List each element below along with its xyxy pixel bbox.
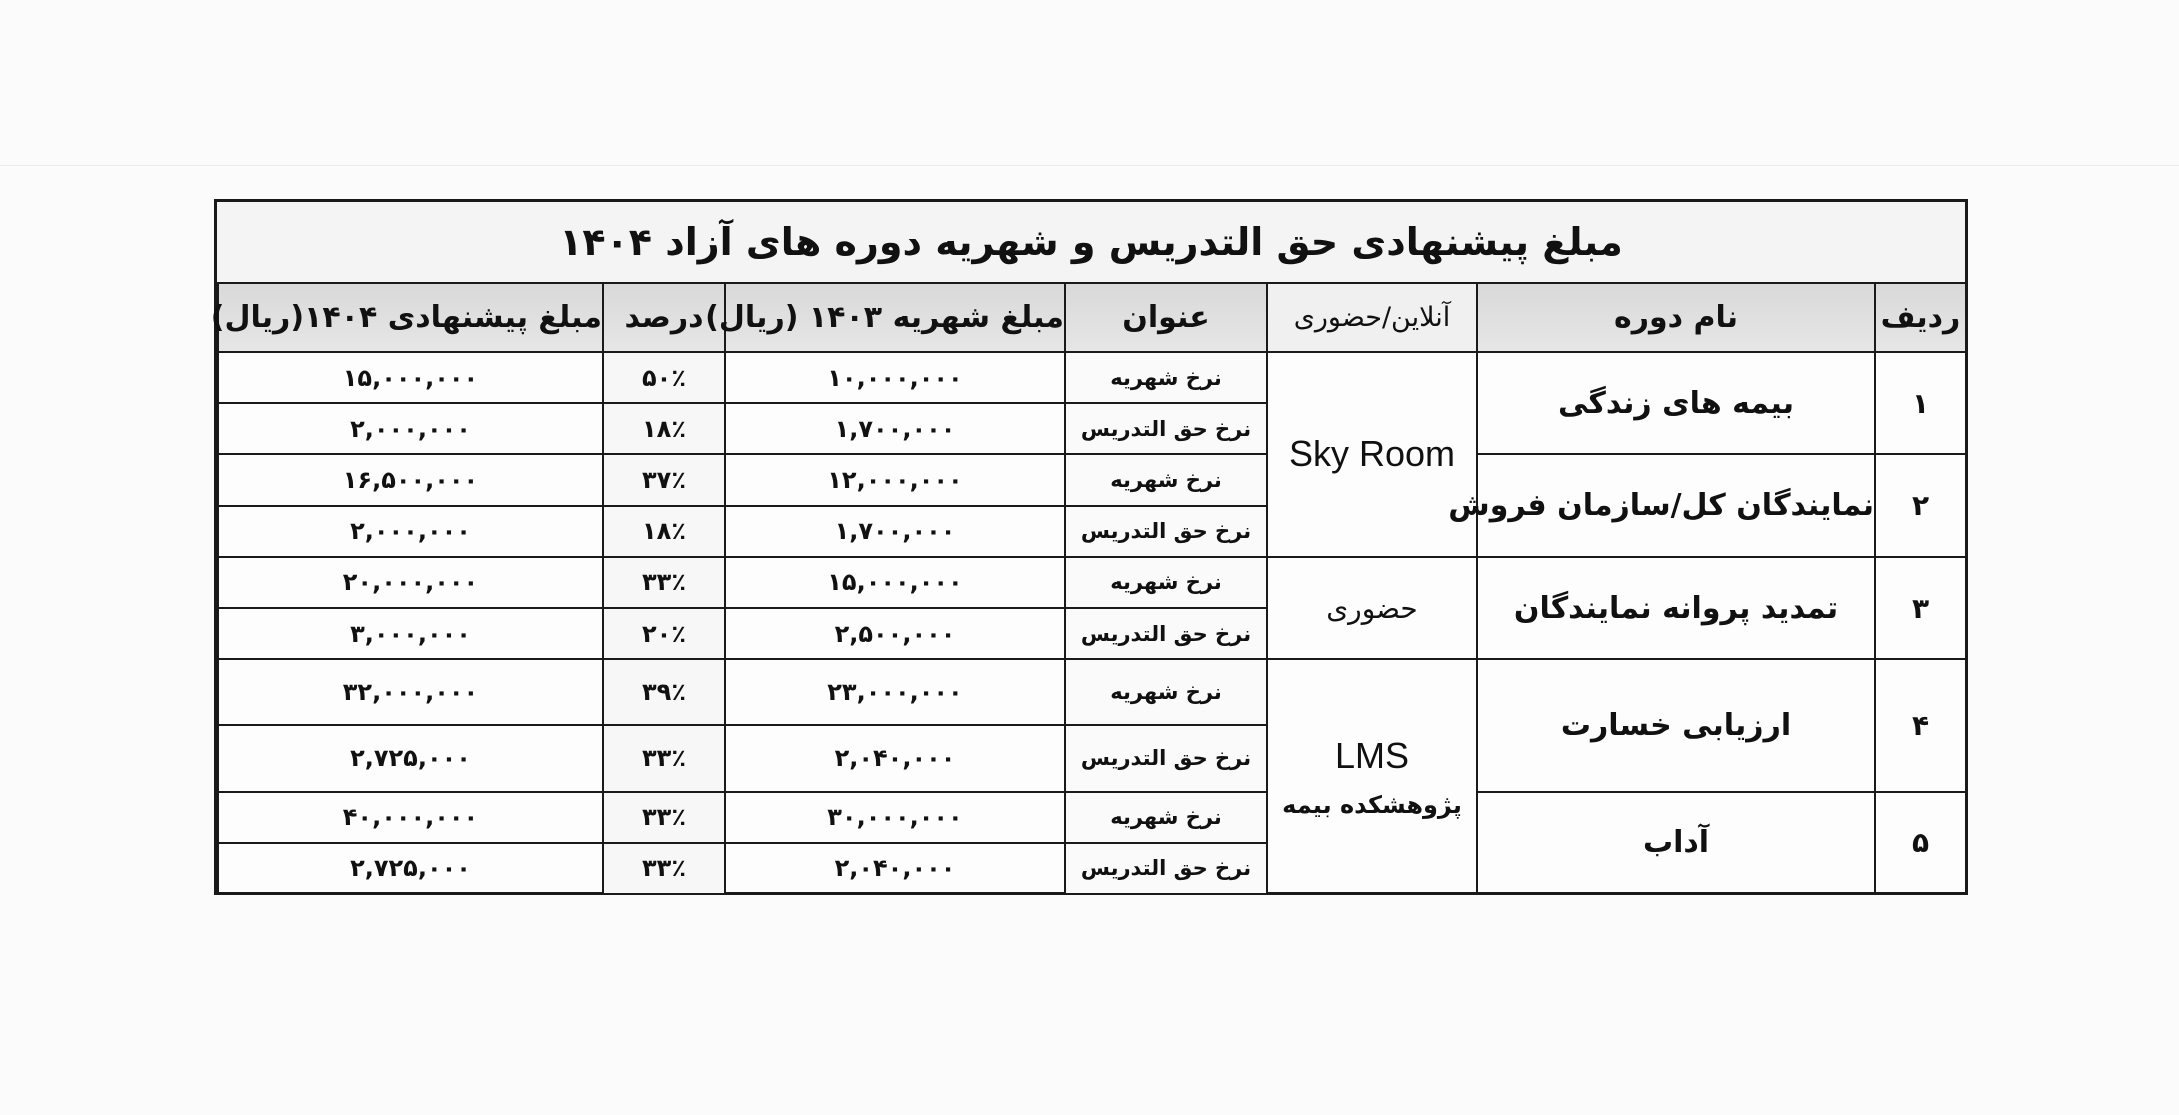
header-percent: درصد — [603, 283, 725, 352]
fee-1404-value: ۲,۷۲۵,۰۰۰ — [218, 843, 603, 894]
item-label: نرخ حق التدریس — [1065, 608, 1267, 659]
mode-sublabel: پژوهشکده بیمه — [1282, 790, 1462, 819]
fee-1403-value: ۱۲,۰۰۰,۰۰۰ — [725, 454, 1065, 505]
row-number: ۵ — [1875, 792, 1966, 895]
fee-1404-value: ۱۵,۰۰۰,۰۰۰ — [218, 352, 603, 403]
fee-1403-value: ۳۰,۰۰۰,۰۰۰ — [725, 792, 1065, 843]
course-name: تمدید پروانه نمایندگان — [1477, 557, 1875, 659]
percent-value: ۲۰٪ — [603, 608, 725, 659]
mode-label: LMS — [1334, 734, 1410, 776]
header-row-number: ردیف — [1875, 283, 1966, 352]
fee-1403-value: ۲,۰۴۰,۰۰۰ — [725, 843, 1065, 894]
table-row — [218, 352, 1966, 403]
fee-1404-value: ۲,۷۲۵,۰۰۰ — [218, 725, 603, 791]
header-course-name: نام دوره — [1477, 283, 1875, 352]
percent-value: ۳۳٪ — [603, 725, 725, 791]
mode-label: حضوری — [1326, 591, 1418, 625]
header-fee-1404: مبلغ پیشنهادی ۱۴۰۴(ریال) — [218, 283, 603, 352]
fee-1403-value: ۲,۵۰۰,۰۰۰ — [725, 608, 1065, 659]
item-label: نرخ شهریه — [1065, 454, 1267, 505]
course-name: ارزیابی خسارت — [1477, 659, 1875, 791]
percent-value: ۱۸٪ — [603, 506, 725, 557]
fee-1404-value: ۱۶,۵۰۰,۰۰۰ — [218, 454, 603, 505]
header-fee-1403: مبلغ شهریه ۱۴۰۳ (ریال) — [725, 283, 1065, 352]
row-number: ۱ — [1875, 352, 1966, 454]
item-label: نرخ شهریه — [1065, 792, 1267, 843]
percent-value: ۱۸٪ — [603, 403, 725, 454]
fee-table-sheet — [210, 199, 1968, 895]
fee-1403-value: ۲۳,۰۰۰,۰۰۰ — [725, 659, 1065, 725]
percent-value: ۳۳٪ — [603, 792, 725, 843]
course-name: بیمه های زندگی — [1477, 352, 1875, 454]
row-number: ۲ — [1875, 454, 1966, 556]
item-label: نرخ حق التدریس — [1065, 506, 1267, 557]
course-name: نمایندگان کل/سازمان فروش — [1477, 454, 1875, 556]
item-label: نرخ شهریه — [1065, 557, 1267, 608]
percent-value: ۳۳٪ — [603, 557, 725, 608]
header-mode: آنلاین/حضوری — [1267, 283, 1477, 352]
course-name: آداب — [1477, 792, 1875, 895]
mode-cell — [1267, 352, 1477, 557]
item-label: نرخ حق التدریس — [1065, 403, 1267, 454]
mode-cell — [1267, 557, 1477, 659]
percent-value: ۳۳٪ — [603, 843, 725, 894]
item-label: نرخ شهریه — [1065, 352, 1267, 403]
row-number: ۳ — [1875, 557, 1966, 659]
mode-label: Sky Room — [1288, 433, 1456, 475]
fee-table — [210, 282, 1967, 895]
fee-1404-value: ۲,۰۰۰,۰۰۰ — [218, 403, 603, 454]
item-label: نرخ حق التدریس — [1065, 725, 1267, 791]
table-row — [218, 792, 1966, 843]
table-row — [218, 659, 1966, 725]
fee-1404-value: ۳۲,۰۰۰,۰۰۰ — [218, 659, 603, 725]
percent-value: ۵۰٪ — [603, 352, 725, 403]
fee-1403-value: ۱,۷۰۰,۰۰۰ — [725, 403, 1065, 454]
table-row — [218, 454, 1966, 505]
item-label: نرخ حق التدریس — [1065, 843, 1267, 894]
row-number: ۴ — [1875, 659, 1966, 791]
header-item: عنوان — [1065, 283, 1267, 352]
fee-1404-value: ۲۰,۰۰۰,۰۰۰ — [218, 557, 603, 608]
percent-value: ۳۹٪ — [603, 659, 725, 725]
fee-1403-value: ۱۵,۰۰۰,۰۰۰ — [725, 557, 1065, 608]
fee-1403-value: ۱۰,۰۰۰,۰۰۰ — [725, 352, 1065, 403]
fee-1403-value: ۱,۷۰۰,۰۰۰ — [725, 506, 1065, 557]
percent-value: ۳۷٪ — [603, 454, 725, 505]
fee-1404-value: ۳,۰۰۰,۰۰۰ — [218, 608, 603, 659]
fee-1404-value: ۲,۰۰۰,۰۰۰ — [218, 506, 603, 557]
scan-edge-line — [0, 165, 2179, 166]
fee-1404-value: ۴۰,۰۰۰,۰۰۰ — [218, 792, 603, 843]
mode-cell — [1267, 659, 1477, 894]
header-row — [218, 283, 1966, 352]
item-label: نرخ شهریه — [1065, 659, 1267, 725]
table-title: مبلغ پیشنهادی حق التدریس و شهریه دوره های آزاد ۱۴۰۴ — [217, 202, 1965, 285]
table-row — [218, 557, 1966, 608]
fee-1403-value: ۲,۰۴۰,۰۰۰ — [725, 725, 1065, 791]
